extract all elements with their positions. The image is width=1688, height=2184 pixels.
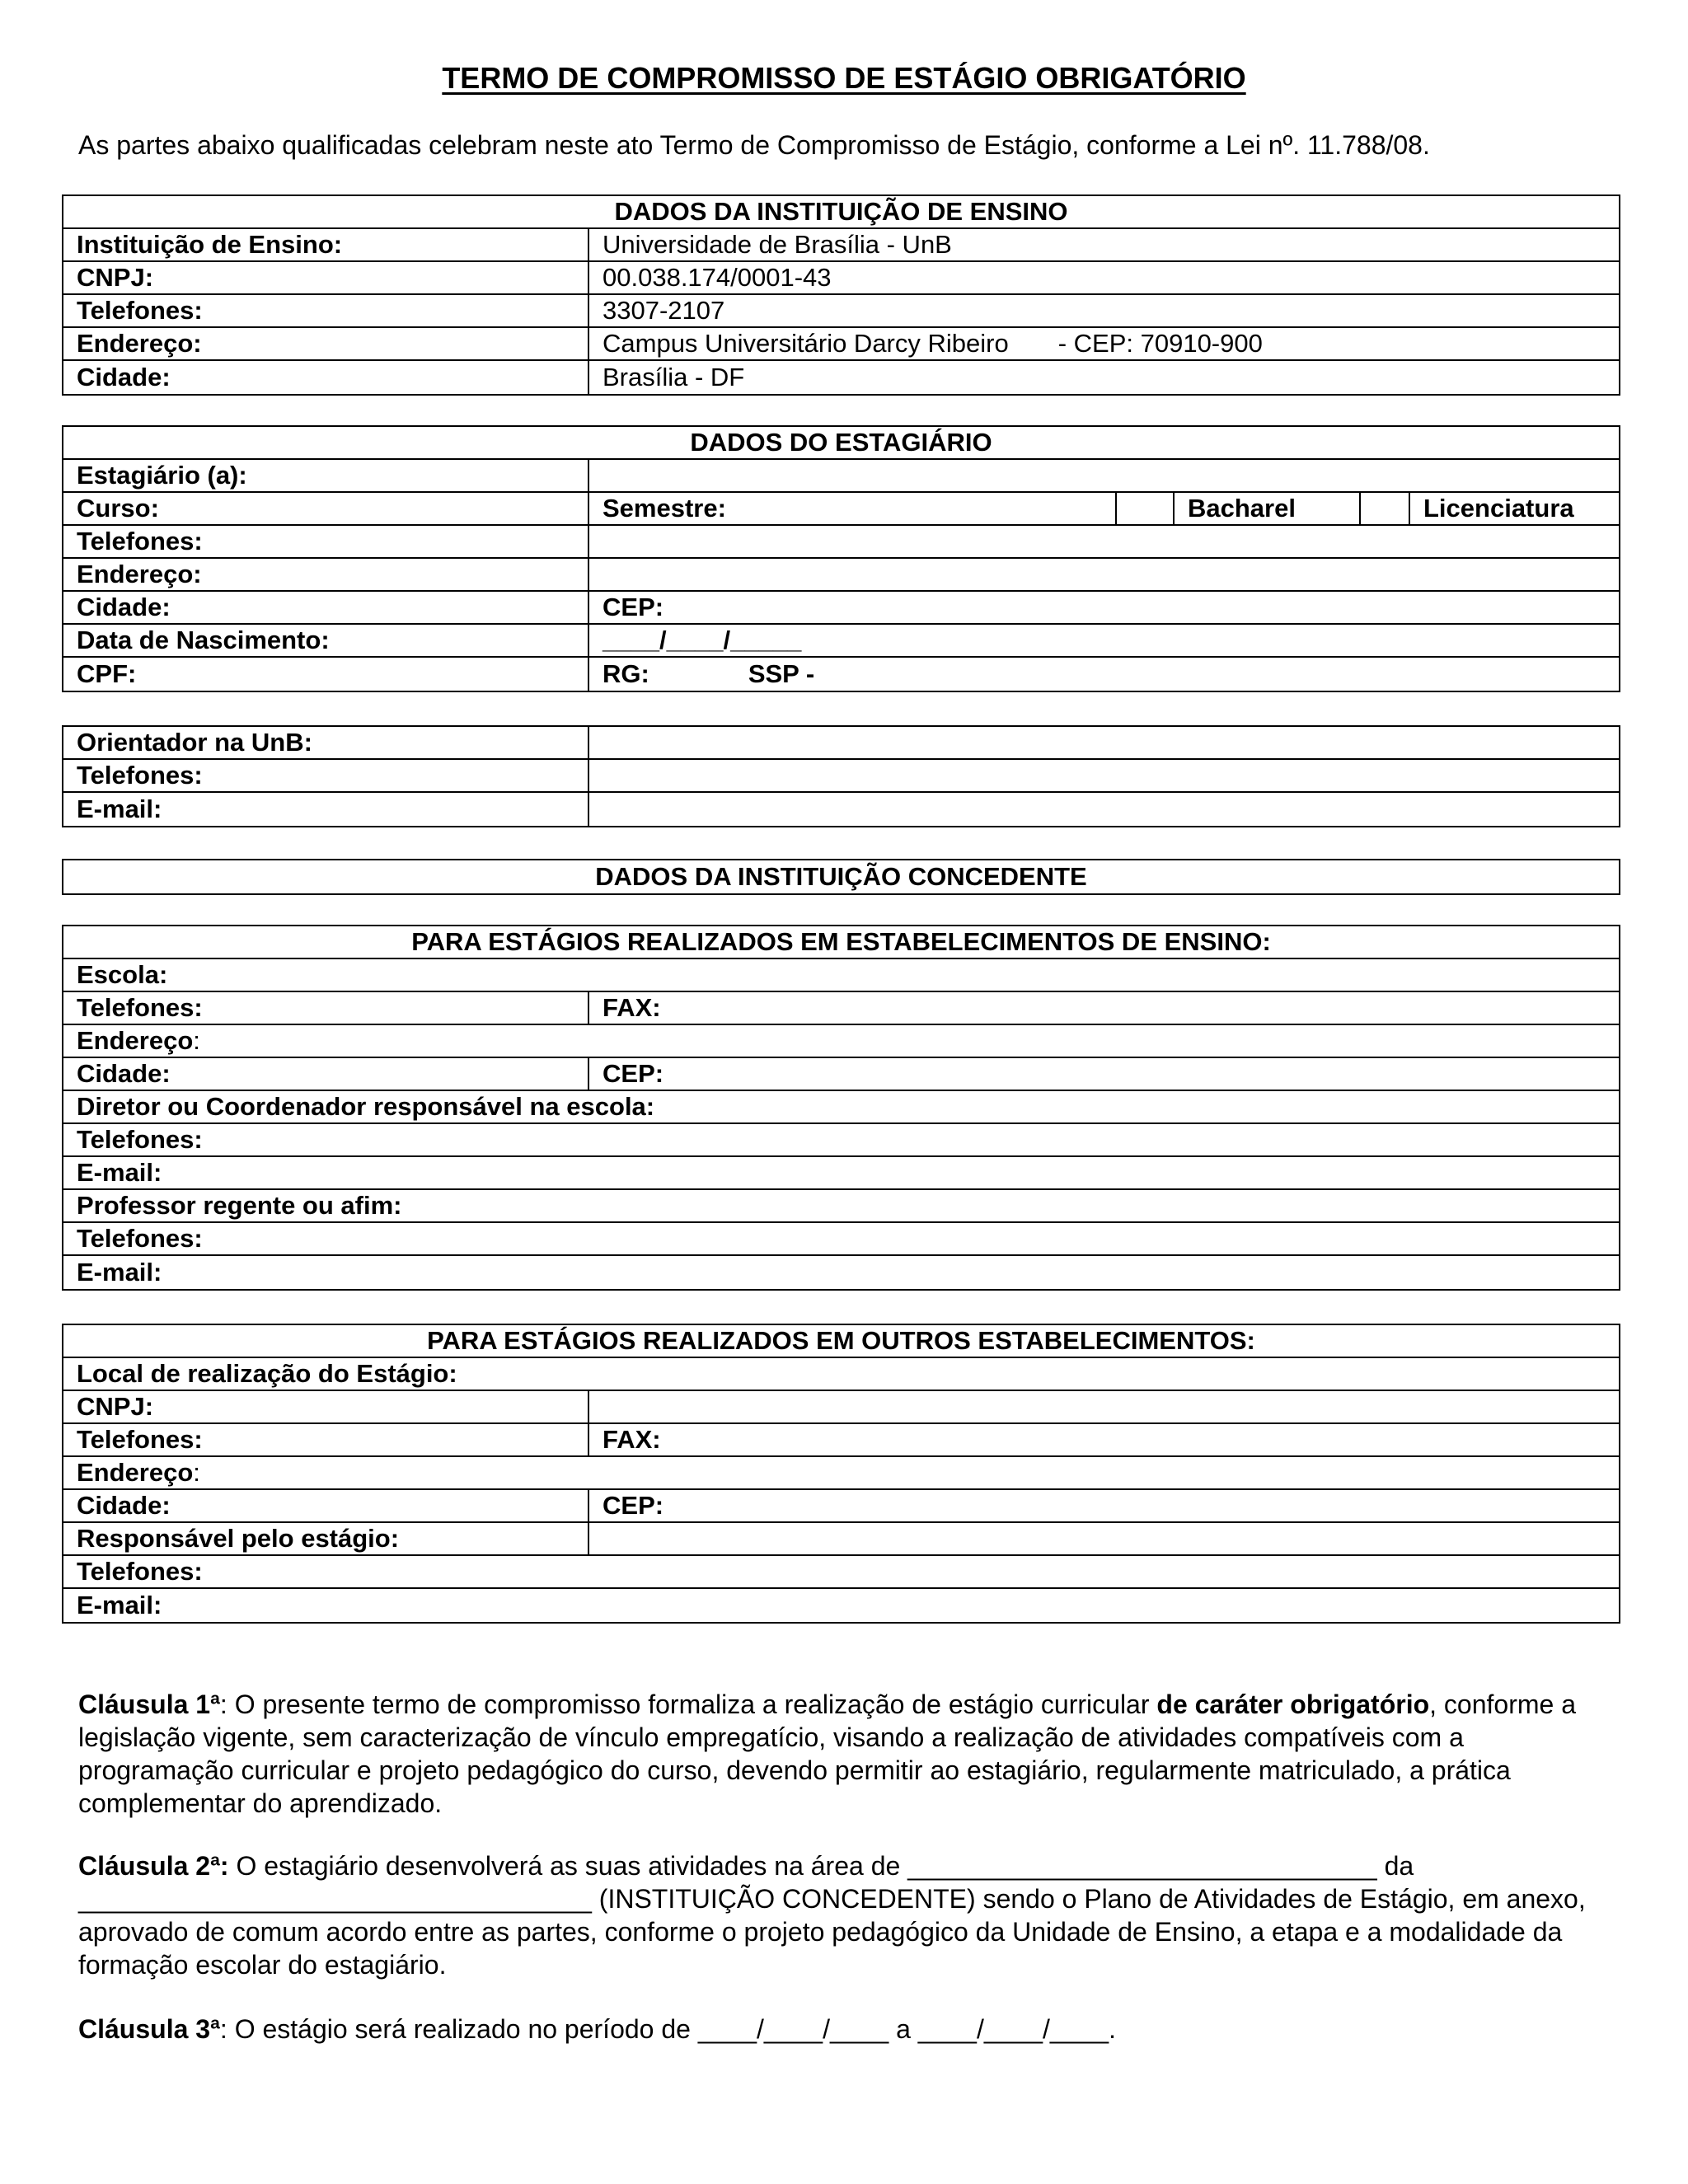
ssp-label: SSP - [748, 659, 815, 688]
outros-fax-field[interactable]: FAX: [603, 1425, 661, 1454]
outros-cnpj-label: CNPJ: [63, 1391, 589, 1422]
outros-header: PARA ESTÁGIOS REALIZADOS EM OUTROS ESTABELECIMENTOS: [427, 1326, 1255, 1355]
estagiario-table [62, 425, 1620, 692]
estagiario-telefones-input[interactable] [589, 526, 1619, 557]
outros-endereco-label: Endereço [77, 1458, 194, 1487]
ensino-endereco-label: Endereço [77, 1026, 194, 1055]
cpf-label: CPF: [63, 658, 589, 691]
cnpj-label: CNPJ: [63, 262, 589, 293]
semestre-label: Semestre: [589, 493, 1117, 524]
outros-cnpj-input[interactable] [589, 1391, 1619, 1422]
clausula-2-text: O estagiário desenvolverá as suas atividades na área de ________________________________ da ___________________________________ (INSTITUIÇÃO CONCEDENTE) sendo o Plano de Atividades de Estágio, em anexo, aprovado de comum acordo entre as partes, conforme o projeto pedagógico da Unidade de Ensino, a etapa e a modalidade da formação escolar do estagiário. [78, 1851, 1586, 1980]
outros-table [62, 1324, 1620, 1624]
estagiario-endereco-label: Endereço: [63, 559, 589, 590]
clausula-3 [78, 2013, 1603, 2046]
nascimento-label: Data de Nascimento: [63, 625, 589, 656]
outros-endereco-colon: : [193, 1458, 200, 1487]
escola-field[interactable]: Escola: [77, 960, 168, 989]
orientador-email-input[interactable] [589, 793, 1619, 826]
clausula-3-text: : O estágio será realizado no período de ____/____/____ a ____/____/____. [219, 2014, 1116, 2044]
telefones-value[interactable]: 3307-2107 [603, 296, 725, 325]
cnpj-value[interactable]: 00.038.174/0001-43 [603, 263, 832, 292]
cidade-value[interactable]: Brasília - DF [603, 363, 745, 391]
outros-endereco-field[interactable] [63, 1457, 1619, 1488]
clausula-1-text-b: , conforme a legislação vigente, sem caracterização de vínculo empregatício, visando a realização de atividades compatíveis com a programação curricular e projeto pedagógico do curso, devendo permitir ao estagiário, regularmente matriculado, a prática complementar do aprendizado. [78, 1690, 1576, 1818]
responsavel-input[interactable] [589, 1523, 1619, 1554]
local-field[interactable]: Local de realização do Estágio: [77, 1359, 457, 1388]
orientador-telefones-input[interactable] [589, 760, 1619, 791]
cidade-label: Cidade: [63, 361, 589, 394]
outros-cep-field[interactable]: CEP: [603, 1491, 664, 1520]
orientador-label: Orientador na UnB: [63, 727, 589, 758]
instituicao-label: Instituição de Ensino: [63, 229, 589, 260]
instituicao-value[interactable]: Universidade de Brasília - UnB [603, 230, 952, 259]
orientador-table [62, 725, 1620, 827]
orientador-input[interactable] [589, 727, 1619, 758]
clausula-3-label: Cláusula 3ª [78, 2014, 220, 2044]
licenciatura-checkbox[interactable] [1361, 493, 1410, 524]
endereco-label: Endereço: [63, 328, 589, 359]
ensino-cidade-field[interactable]: Cidade: [63, 1058, 589, 1090]
ensino-endereco-colon: : [193, 1026, 200, 1055]
intro-text: As partes abaixo qualificadas celebram neste ato Termo de Compromisso de Estágio, conforme a Lei nº. 11.788/08. [78, 130, 1430, 160]
outros-telefones-field[interactable]: Telefones: [63, 1424, 589, 1455]
clausula-1-bold: de caráter obrigatório [1156, 1690, 1430, 1719]
outros-telefones2-field[interactable]: Telefones: [77, 1557, 203, 1586]
licenciatura-label: Licenciatura [1423, 494, 1574, 523]
endereco-cep: - CEP: 70910-900 [1057, 329, 1263, 358]
ensino-endereco-field[interactable] [63, 1025, 1619, 1057]
estagiario-telefones-label: Telefones: [63, 526, 589, 557]
rg-ssp-field[interactable] [589, 658, 1619, 691]
responsavel-label: Responsável pelo estágio: [63, 1523, 589, 1554]
professor-email-field[interactable]: E-mail: [77, 1258, 162, 1286]
endereco-campus: Campus Universitário Darcy Ribeiro [603, 329, 1009, 358]
clausula-1 [78, 1688, 1603, 1820]
outros-email-field[interactable]: E-mail: [77, 1591, 162, 1619]
estagiario-cidade-label: Cidade: [63, 592, 589, 623]
estagiario-header: DADOS DO ESTAGIÁRIO [690, 428, 992, 457]
estagiario-cep-label[interactable]: CEP: [603, 593, 664, 621]
professor-field[interactable]: Professor regente ou afim: [77, 1191, 402, 1220]
ensino-telefones-field[interactable]: Telefones: [63, 992, 589, 1024]
concedente-header: DADOS DA INSTITUIÇÃO CONCEDENTE [595, 862, 1087, 891]
diretor-field[interactable]: Diretor ou Coordenador responsável na escola: [77, 1092, 655, 1121]
ensino-fax-field[interactable]: FAX: [603, 993, 661, 1022]
estagiario-label: Estagiário (a): [63, 460, 589, 491]
rg-label: RG: [603, 659, 649, 688]
document-title: TERMO DE COMPROMISSO DE ESTÁGIO OBRIGATÓRIO [442, 61, 1246, 95]
estagiario-input[interactable] [589, 460, 1619, 491]
diretor-email-field[interactable]: E-mail: [77, 1158, 162, 1187]
endereco-value[interactable] [589, 328, 1619, 359]
clausula-1-label: Cláusula 1ª [78, 1690, 220, 1719]
bacharel-checkbox[interactable] [1117, 493, 1175, 524]
outros-cidade-field[interactable]: Cidade: [63, 1490, 589, 1521]
ensino-header: PARA ESTÁGIOS REALIZADOS EM ESTABELECIMENTOS DE ENSINO: [411, 927, 1271, 956]
orientador-email-label: E-mail: [63, 793, 589, 826]
estagiario-endereco-input[interactable] [589, 559, 1619, 590]
concedente-header-box [62, 859, 1620, 895]
nascimento-input[interactable]: ____/____/_____ [603, 626, 802, 654]
clausula-1-text-a: : O presente termo de compromisso formaliza a realização de estágio curricular [219, 1690, 1157, 1719]
instituicao-ensino-header: DADOS DA INSTITUIÇÃO DE ENSINO [614, 197, 1068, 226]
telefones-label: Telefones: [63, 295, 589, 326]
instituicao-ensino-table [62, 194, 1620, 396]
clausula-2 [78, 1849, 1603, 1981]
professor-telefones-field[interactable]: Telefones: [77, 1224, 203, 1253]
clausula-2-label: Cláusula 2ª: [78, 1851, 229, 1881]
orientador-telefones-label: Telefones: [63, 760, 589, 791]
curso-label: Curso: [63, 493, 589, 524]
diretor-telefones-field[interactable]: Telefones: [77, 1125, 203, 1154]
ensino-table [62, 925, 1620, 1291]
bacharel-label: Bacharel [1175, 493, 1361, 524]
ensino-cep-field[interactable]: CEP: [603, 1059, 664, 1088]
